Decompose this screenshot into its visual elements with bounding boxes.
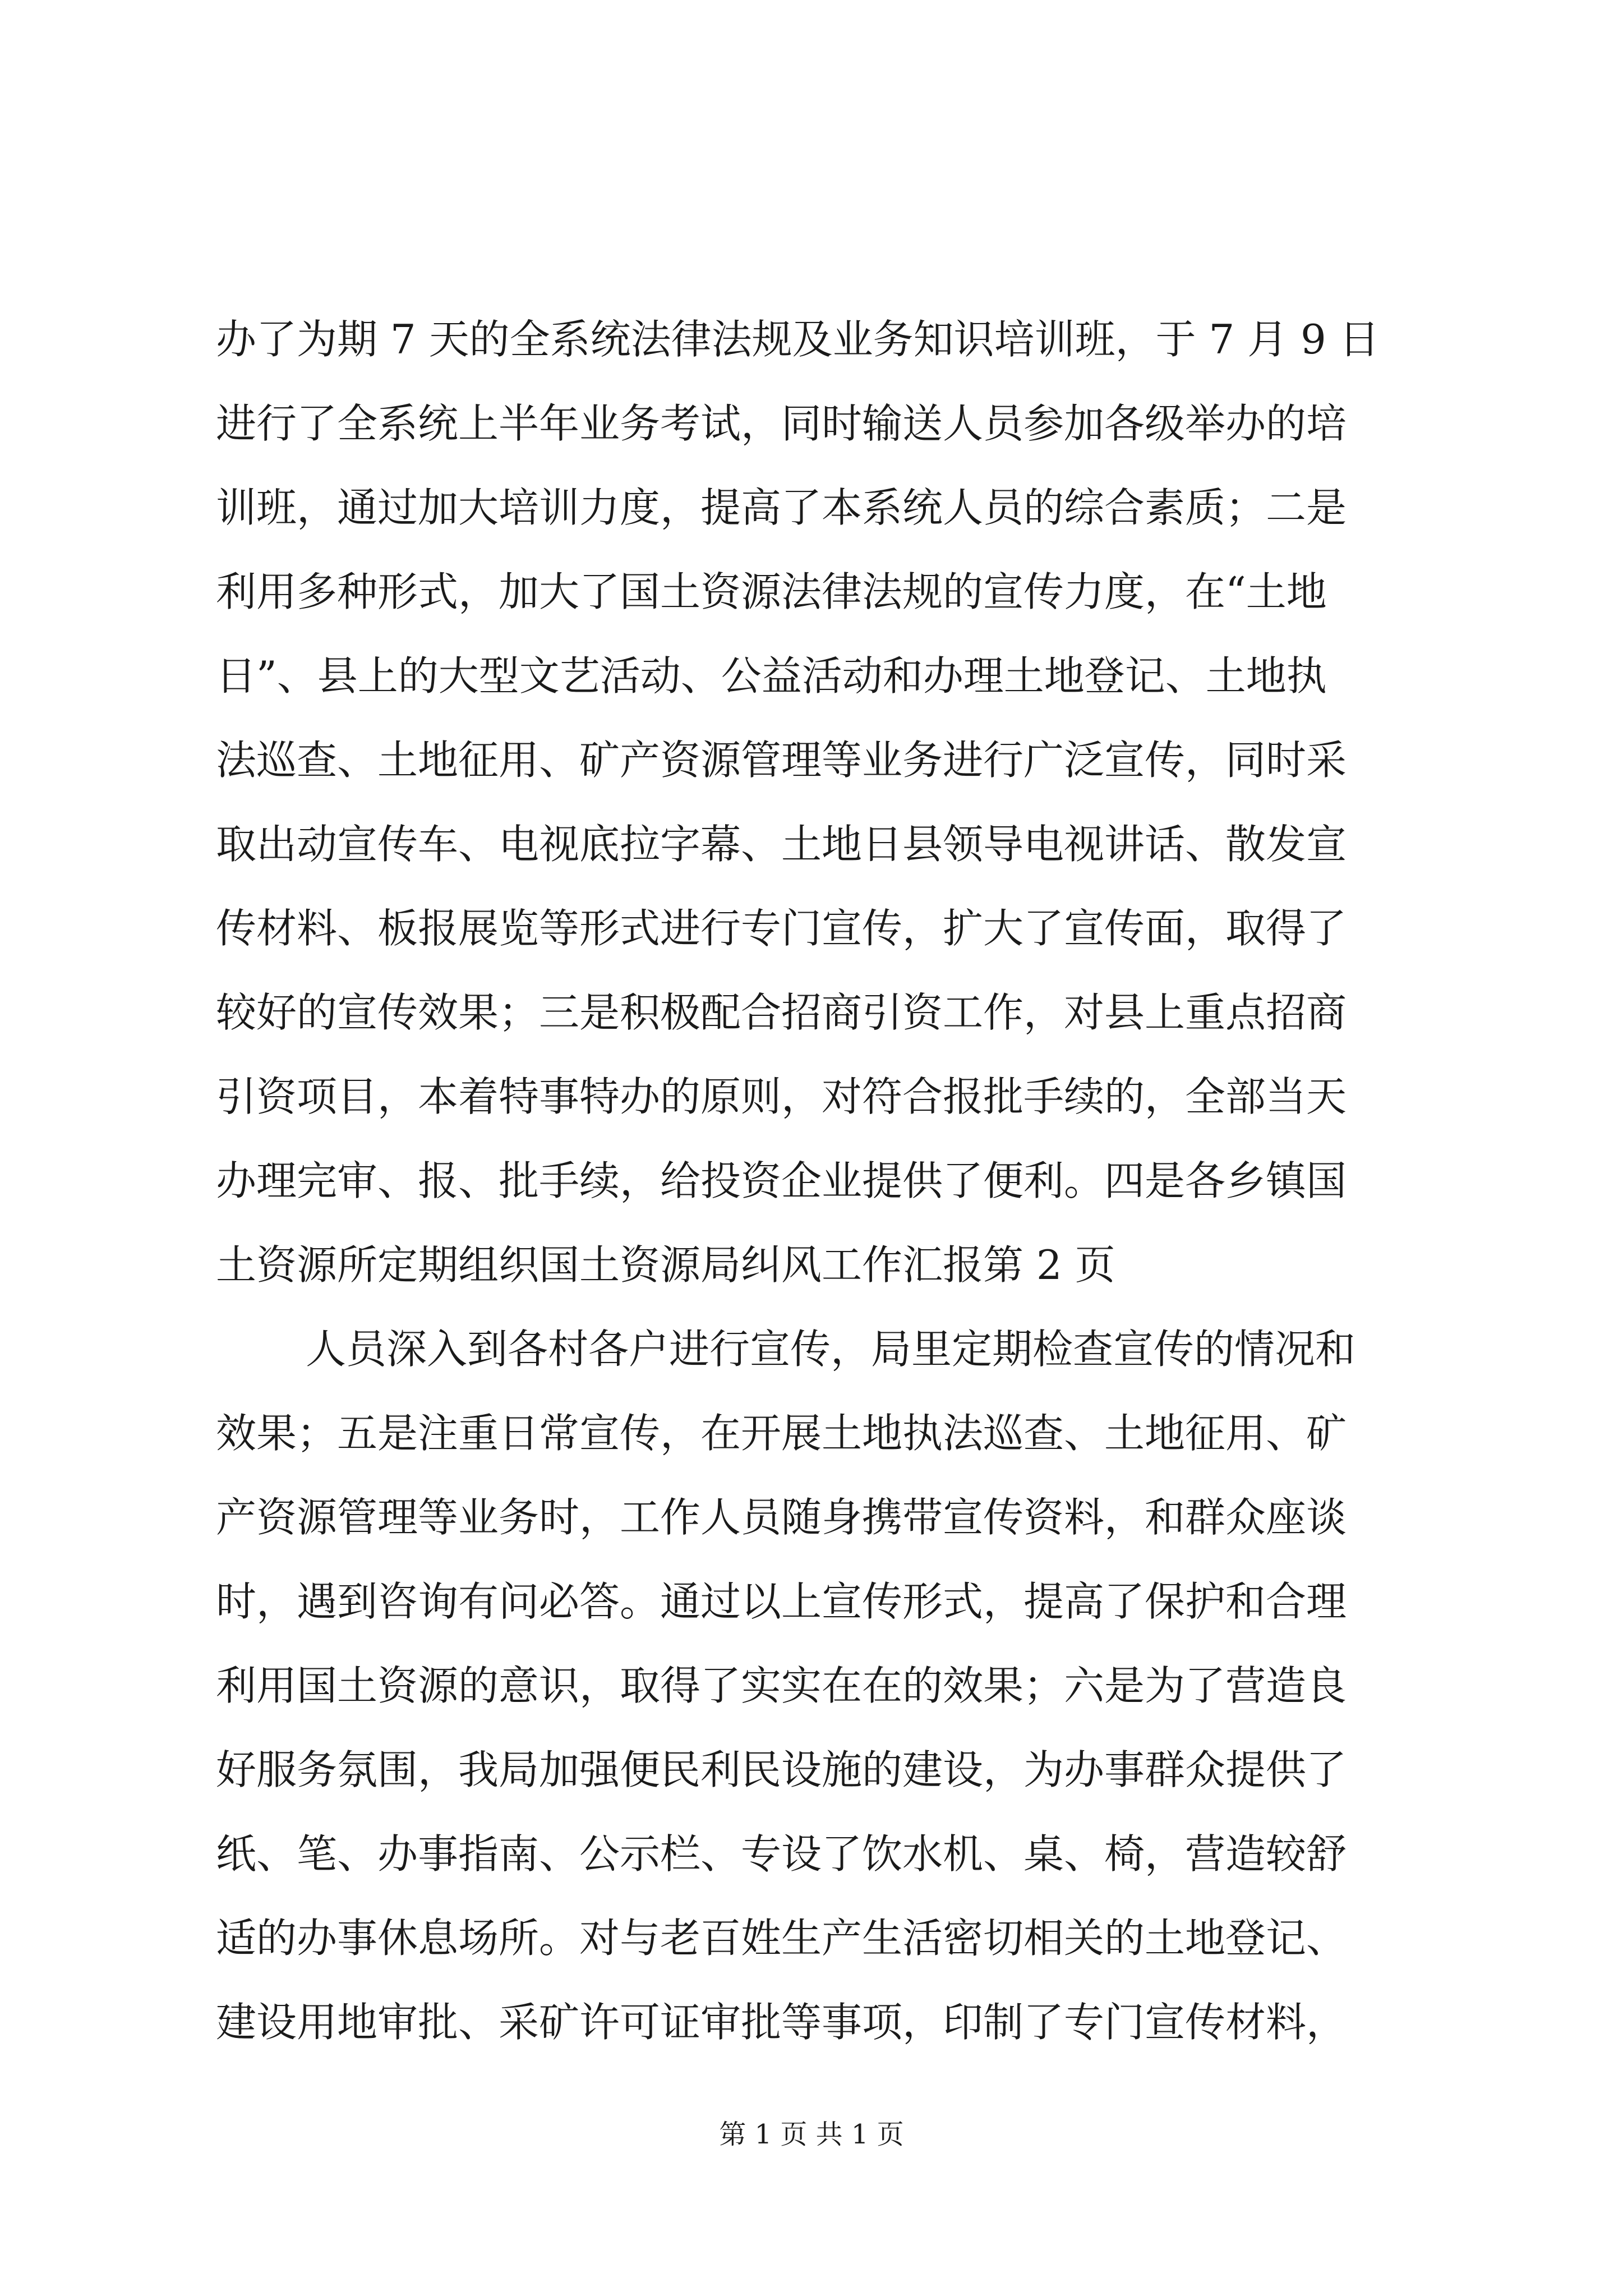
text-line: 产资源管理等业务时，工作人员随身携带宣传资料，和群众座谈 (216, 1494, 1347, 1541)
text-line: 日”、县上的大型文艺活动、公益活动和办理土地登记、土地执 (216, 652, 1327, 700)
text-line: 较好的宣传效果；三是积极配合招商引资工作，对县上重点招商 (216, 989, 1347, 1036)
text-line: 时，遇到咨询有问必答。通过以上宣传形式，提高了保护和合理 (216, 1578, 1347, 1625)
text-line: 纸、笔、办事指南、公示栏、专设了饮水机、桌、椅，营造较舒 (216, 1830, 1347, 1878)
text-line: 引资项目，本着特事特办的原则，对符合报批手续的，全部当天 (216, 1073, 1347, 1120)
text-line: 利用国土资源的意识，取得了实实在在的效果；六是为了营造良 (216, 1662, 1347, 1709)
text-line: 好服务氛围，我局加强便民利民设施的建设，为办事群众提供了 (216, 1746, 1347, 1793)
text-line: 法巡查、土地征用、矿产资源管理等业务进行广泛宣传，同时采 (216, 737, 1347, 784)
text-line: 传材料、板报展览等形式进行专门宣传，扩大了宣传面，取得了 (216, 905, 1347, 952)
text-line: 办理完审、报、批手续，给投资企业提供了便利。四是各乡镇国 (216, 1157, 1347, 1204)
page-footer: 第 1 页 共 1 页 (719, 2119, 904, 2150)
text-line: 适的办事休息场所。对与老百姓生产生活密切相关的土地登记、 (216, 1915, 1347, 1962)
text-line: 建设用地审批、采矿许可证审批等事项，印制了专门宣传材料， (216, 1999, 1347, 2046)
text-line: 土资源所定期组织国土资源局纠风工作汇报第 2 页 (216, 1241, 1115, 1289)
text-line: 效果；五是注重日常宣传，在开展土地执法巡查、土地征用、矿 (216, 1410, 1347, 1457)
text-line: 取出动宣传车、电视底拉字幕、土地日县领导电视讲话、散发宣 (216, 821, 1347, 868)
text-line: 利用多种形式，加大了国土资源法律法规的宣传力度，在“土地 (216, 568, 1327, 615)
paragraph-start-line: 人员深入到各村各户进行宣传，局里定期检查宣传的情况和 (306, 1326, 1356, 1373)
text-line: 办了为期 7 天的全系统法律法规及业务知识培训班，于 7 月 9 日 (216, 316, 1380, 363)
text-line: 训班，通过加大培训力度，提高了本系统人员的综合素质；二是 (216, 484, 1347, 531)
body-text (216, 297, 1416, 2064)
text-line: 进行了全系统上半年业务考试，同时输送人员参加各级举办的培 (216, 400, 1347, 447)
